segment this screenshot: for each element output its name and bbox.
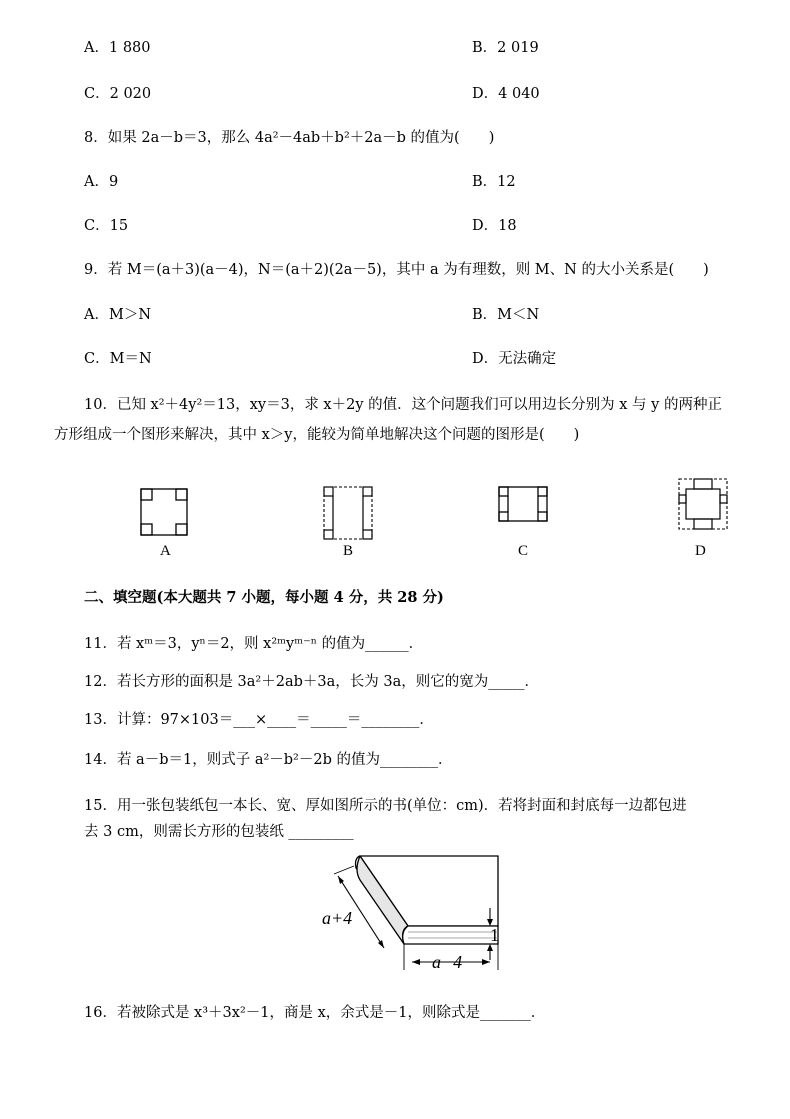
q15-stem-line2: 去 3 cm，则需长方形的包装纸 _________: [84, 824, 354, 840]
q11: 11．若 xᵐ＝3，yⁿ＝2，则 x²ᵐyᵐ⁻ⁿ 的值为______．: [84, 636, 424, 652]
q9-option-d: D．无法确定: [472, 351, 557, 367]
q10-figure-c-label: C: [518, 543, 529, 559]
q15-label-width: a−4: [432, 952, 463, 972]
q10-figure-d: [678, 478, 728, 530]
q8-option-a: A．9: [84, 174, 119, 190]
q10-figure-b-label: B: [343, 543, 354, 559]
q10-stem-line1: 10．已知 x²＋4y²＝13，xy＝3，求 x＋2y 的值．这个问题我们可以用边长分别为 x 与 y 的两种正: [84, 397, 722, 413]
q9-option-b: B．M＜N: [472, 307, 540, 323]
section2-title: 二、填空题(本大题共 7 小题，每小题 4 分，共 28 分): [84, 589, 444, 606]
q9-option-c: C．M＝N: [84, 351, 152, 367]
q14: 14．若 a－b＝1，则式子 a²－b²－2b 的值为________．: [84, 752, 453, 768]
q8-stem: 8．如果 2a－b＝3，那么 4a²－4ab＋b²＋2a－b 的值为( ): [84, 130, 495, 146]
q15-stem-line1: 15．用一张包装纸包一本长、宽、厚如图所示的书(单位：cm)．若将封面和封底每一边都包进: [84, 798, 687, 814]
q10-figure-d-label: D: [695, 543, 706, 559]
q10-figure-a: [140, 488, 190, 538]
q10-stem-line2: 方形组成一个图形来解决，其中 x＞y，能较为简单地解决这个问题的图形是( ): [54, 427, 580, 443]
q8-option-c: C．15: [84, 218, 129, 234]
q7-option-d: D．4 040: [472, 86, 540, 102]
q12: 12．若长方形的面积是 3a²＋2ab＋3a，长为 3a，则它的宽为_____．: [84, 674, 539, 690]
q10-figure-b: [323, 486, 373, 540]
q7-option-a: A．1 880: [84, 40, 151, 56]
q9-option-a: A．M＞N: [84, 307, 152, 323]
q15-label-thickness: 1: [490, 925, 499, 945]
q15-label-length: a+4: [322, 908, 353, 928]
q7-option-b: B．2 019: [472, 40, 539, 56]
q10-figure-a-label: A: [160, 543, 171, 559]
q13: 13．计算：97×103＝___×____＝_____＝________．: [84, 712, 434, 728]
q7-option-c: C．2 020: [84, 86, 152, 102]
q16: 16．若被除式是 x³＋3x²－1，商是 x，余式是－1，则除式是_______．: [84, 1005, 546, 1021]
q8-option-b: B．12: [472, 174, 516, 190]
q10-figure-c: [498, 486, 548, 522]
q8-option-d: D．18: [472, 218, 517, 234]
q9-stem: 9．若 M＝(a＋3)(a－4)，N＝(a＋2)(2a－5)，其中 a 为有理数，则 M、N 的大小关系是( ): [84, 262, 709, 278]
